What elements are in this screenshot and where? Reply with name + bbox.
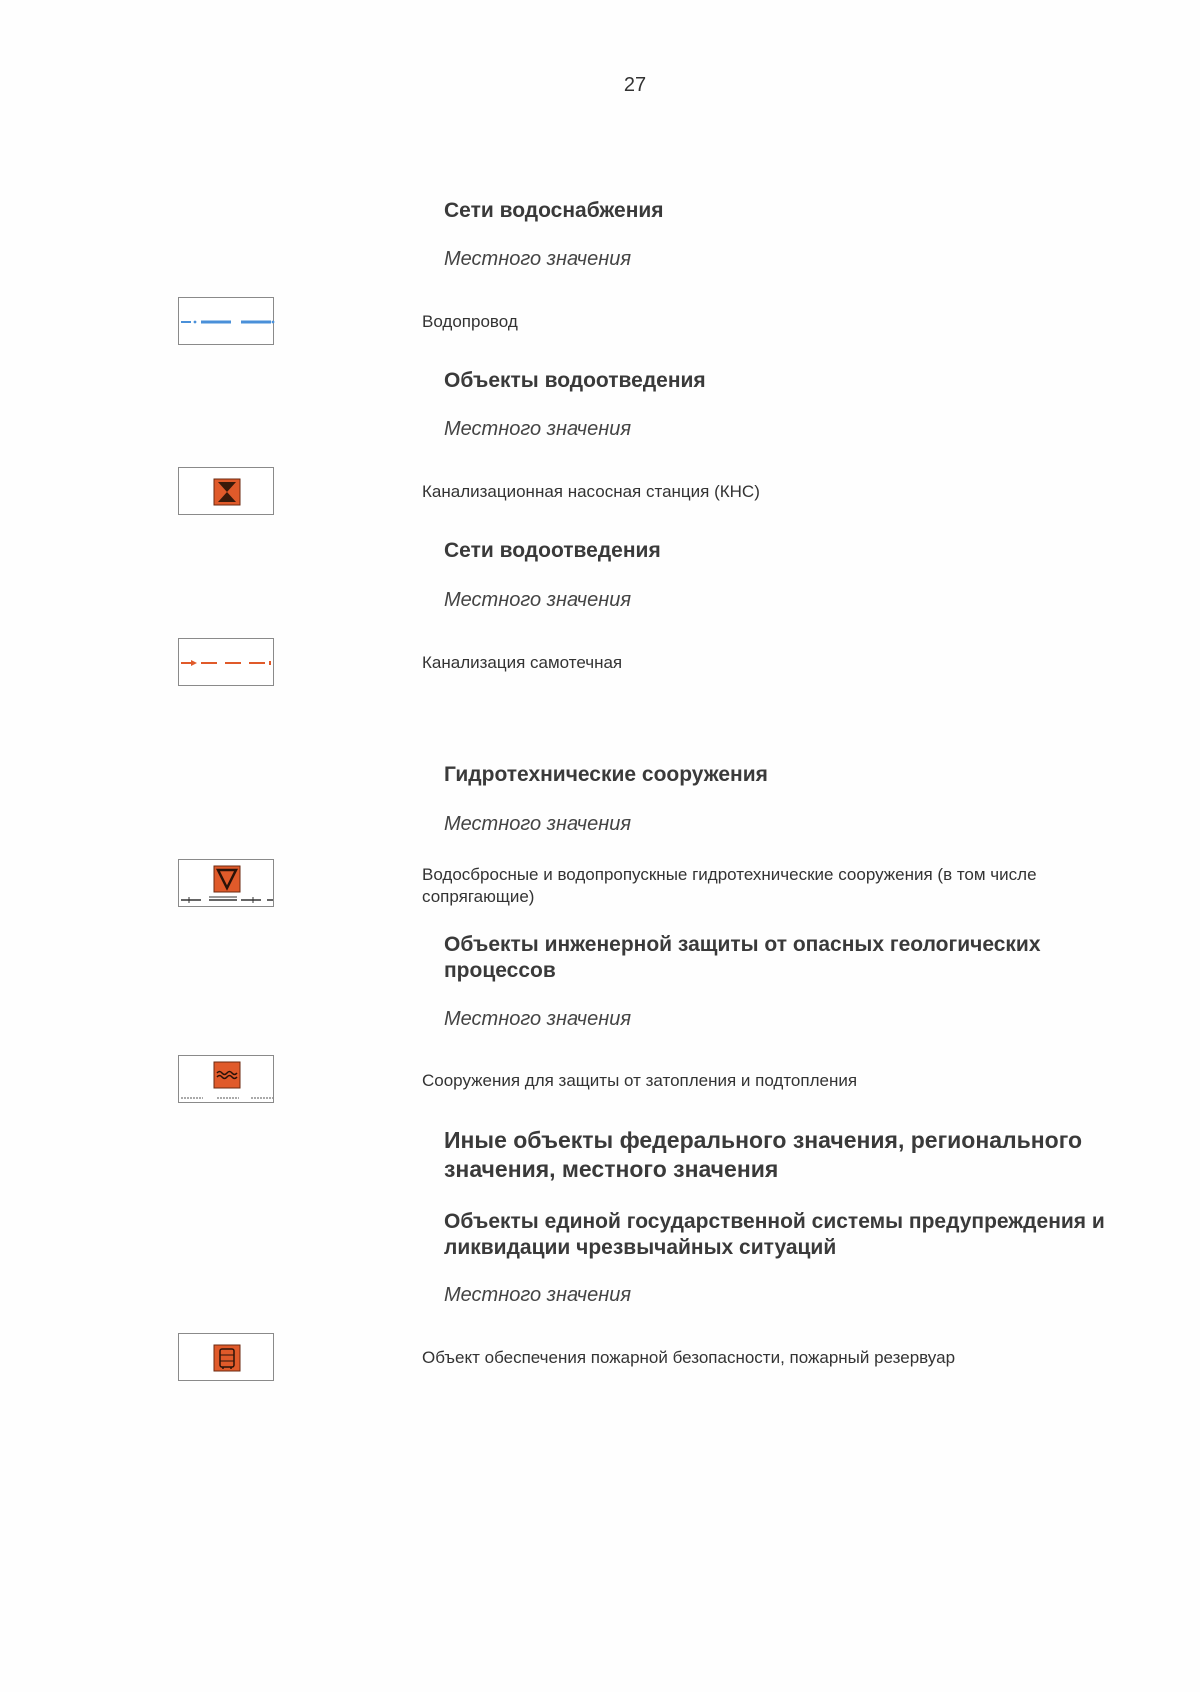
- water-pipe-line-icon: [179, 298, 275, 346]
- page-number: 27: [623, 74, 647, 96]
- legend-label-spillway: Водосбросные и водопропускные гидротехнические сооружения (в том числе сопрягающие): [422, 865, 1037, 906]
- flood-protection-icon: [179, 1056, 275, 1104]
- section-subheading-drainage-networks: Местного значения: [444, 589, 632, 611]
- legend-symbol-flood-protection: [178, 1055, 274, 1103]
- section-heading-drainage-objects: Объекты водоотведения: [444, 369, 706, 392]
- section-subheading-geo-protection: Местного значения: [444, 1008, 632, 1030]
- fire-reservoir-icon: [179, 1334, 275, 1382]
- legend-symbol-spillway: [178, 859, 274, 907]
- legend-label-water-pipe: Водопровод: [422, 312, 518, 331]
- legend-label-sewage-pump-station: Канализационная насосная станция (КНС): [422, 482, 760, 501]
- legend-label-flood-protection: Сооружения для защиты от затопления и подтопления: [422, 1071, 858, 1090]
- section-subheading-emergency: Местного значения: [444, 1284, 632, 1306]
- legend-label-gravity-sewer: Канализация самотечная: [422, 653, 623, 672]
- section-subheading-water-supply: Местного значения: [444, 248, 632, 270]
- section-heading-other: Иные объекты федерального значения, регионального значения, местного значения: [444, 1127, 1083, 1182]
- spillway-structure-icon: [179, 860, 275, 908]
- section-heading-emergency: Объекты единой государственной системы предупреждения и ликвидации чрезвычайных ситуаций: [444, 1210, 1105, 1259]
- sewage-pump-station-icon: [179, 468, 275, 516]
- section-heading-drainage-networks: Сети водоотведения: [444, 539, 661, 562]
- section-heading-water-supply: Сети водоснабжения: [444, 199, 664, 222]
- section-subheading-hydro: Местного значения: [444, 813, 632, 835]
- legend-symbol-sewage-pump-station: [178, 467, 274, 515]
- legend-label-fire-reservoir: Объект обеспечения пожарной безопасности, пожарный резервуар: [422, 1348, 956, 1367]
- section-subheading-drainage-objects: Местного значения: [444, 418, 632, 440]
- legend-symbol-water-pipe: [178, 297, 274, 345]
- legend-symbol-fire-reservoir: [178, 1333, 274, 1381]
- legend-symbol-gravity-sewer: [178, 638, 274, 686]
- section-heading-geo-protection: Объекты инженерной защиты от опасных геологических процессов: [444, 933, 1041, 982]
- section-heading-hydro: Гидротехнические сооружения: [444, 763, 768, 786]
- gravity-sewer-line-icon: [179, 639, 275, 687]
